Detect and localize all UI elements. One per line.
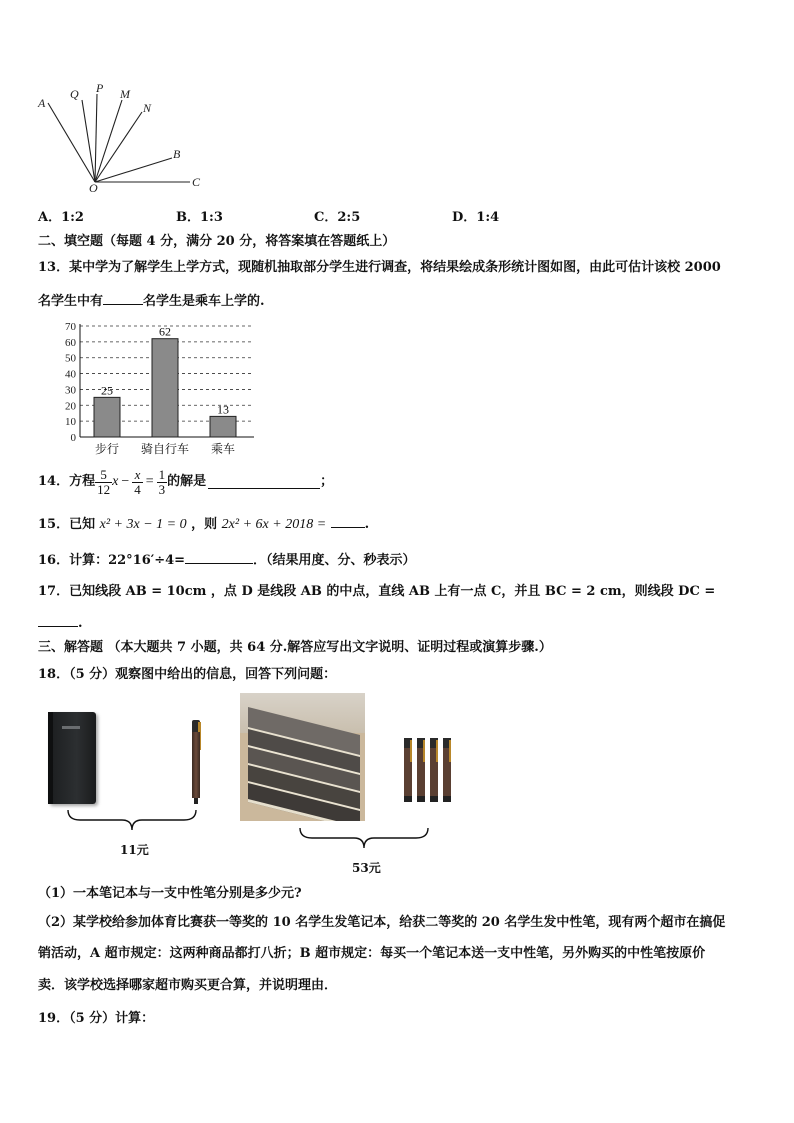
q16 bbox=[38, 551, 416, 569]
brace-2-icon bbox=[298, 826, 430, 854]
bar-value-label: 62 bbox=[159, 324, 171, 339]
y-tick-label: 10 bbox=[65, 416, 76, 429]
q15-answer-blank[interactable] bbox=[331, 515, 365, 528]
bar bbox=[210, 416, 236, 437]
q14-minus: − bbox=[121, 474, 130, 489]
label-A: A bbox=[38, 96, 46, 110]
q14-f3-num: 1 bbox=[158, 466, 166, 482]
pen-5-icon bbox=[443, 738, 451, 802]
label-P: P bbox=[96, 81, 104, 95]
label-B: B bbox=[173, 147, 181, 161]
pen-2-icon bbox=[404, 738, 412, 802]
y-tick-label: 70 bbox=[65, 321, 76, 333]
q14-f3-den: 3 bbox=[158, 481, 166, 497]
q14-f1-num: 5 bbox=[95, 468, 112, 483]
pen-3-icon bbox=[417, 738, 425, 802]
section-2-title: 二、填空题（每题 4 分，满分 20 分，将答案填在答题纸上） bbox=[38, 234, 396, 249]
y-tick-label: 0 bbox=[70, 432, 76, 444]
category-label: 步行 bbox=[94, 442, 120, 456]
q13-line2-before: 名学生中有 bbox=[38, 294, 104, 309]
q14-fraction-3 bbox=[157, 468, 168, 497]
q15-prefix: 15．已知 bbox=[38, 517, 96, 532]
q15-mid: ，则 bbox=[191, 517, 218, 532]
price-2: 53元 bbox=[352, 861, 381, 875]
q14-f1-den: 12 bbox=[97, 481, 111, 497]
pen-body-icon bbox=[192, 732, 200, 798]
label-N: N bbox=[143, 101, 152, 115]
option-b: B．1:3 bbox=[176, 210, 223, 225]
q18-sub2-line3: 卖．该学校选择哪家超市购买更合算，并说明理由． bbox=[38, 978, 338, 993]
ray-OB bbox=[95, 158, 172, 182]
q13-line2 bbox=[38, 292, 265, 310]
q14-f2-num: x bbox=[132, 468, 143, 483]
category-label: 乘车 bbox=[210, 442, 236, 456]
q14-prefix: 14．方程 bbox=[38, 474, 96, 489]
ray-OA bbox=[48, 103, 95, 182]
q14-x: x bbox=[112, 474, 119, 489]
geometry-figure bbox=[30, 78, 220, 196]
ray-ON bbox=[95, 112, 142, 182]
notebook-spine-icon bbox=[48, 712, 53, 804]
y-tick-label: 20 bbox=[65, 400, 76, 413]
q19-title: 19．（5 分）计算： bbox=[38, 1011, 155, 1026]
option-a: A．1:2 bbox=[38, 210, 84, 225]
notebook-emblem-icon bbox=[62, 726, 80, 729]
q18-sub1: （1）一本笔记本与一支中性笔分别是多少元? bbox=[38, 886, 302, 901]
category-label: 骑自行车 bbox=[140, 442, 190, 456]
label-M: M bbox=[120, 87, 130, 101]
q13-line1: 13．某中学为了解学生上学方式，现随机抽取部分学生进行调查，将结果绘成条形统计图如图，由此可估计该校 2000 bbox=[38, 260, 721, 275]
q14-end: ； bbox=[320, 474, 334, 489]
option-c: C．2:5 bbox=[314, 210, 361, 225]
bar-chart bbox=[40, 318, 280, 460]
q17-line2-end: . bbox=[78, 616, 83, 631]
pen-image bbox=[190, 720, 202, 804]
ray-OQ bbox=[82, 100, 95, 182]
y-tick-label: 60 bbox=[65, 336, 76, 349]
q13-line2-after: 名学生是乘车上学的. bbox=[143, 294, 265, 309]
label-O: O bbox=[89, 181, 98, 195]
bar-value-label: 25 bbox=[101, 383, 113, 398]
section-3-title: 三、解答题 （本大题共 7 小题，共 64 分.解答应写出文字说明、证明过程或演算步骤.） bbox=[38, 640, 552, 655]
ray-OP bbox=[95, 94, 97, 182]
label-Q: Q bbox=[70, 87, 79, 101]
q17-line1: 17．已知线段 AB = 10cm ，点 D 是线段 AB 的中点，直线 AB 上有一点 C，并且 BC = 2 cm，则线段 DC = bbox=[38, 584, 716, 599]
q13-answer-blank[interactable] bbox=[103, 292, 143, 305]
q15 bbox=[38, 515, 369, 533]
brace-1-icon bbox=[66, 808, 198, 836]
q16-end: ．（结果用度、分、秒表示） bbox=[253, 553, 416, 568]
option-d: D．1:4 bbox=[452, 210, 500, 225]
q18-sub2-line2: 销活动，A 超市规定：这两种商品都打八折；B 超市规定：每买一个笔记本送一支中性笔，另外购买的中性笔按原价 bbox=[38, 946, 706, 961]
y-tick-label: 30 bbox=[65, 384, 76, 397]
pens-group-image bbox=[404, 738, 454, 804]
q14-f2-den: 4 bbox=[134, 481, 141, 497]
bar-value-label: 13 bbox=[217, 402, 229, 417]
label-C: C bbox=[192, 175, 201, 189]
notebook-image bbox=[48, 712, 96, 804]
q17-answer-blank[interactable] bbox=[38, 614, 78, 627]
notebook-stack-image bbox=[240, 693, 365, 821]
q14-fraction-2 bbox=[132, 468, 143, 497]
pen-tip-icon bbox=[194, 798, 198, 804]
q14-fraction-1 bbox=[95, 468, 112, 497]
q14-equals: = bbox=[145, 474, 154, 489]
q16-text: 16．计算：22°16′÷4= bbox=[38, 553, 186, 568]
bar bbox=[152, 339, 178, 437]
q16-answer-blank[interactable] bbox=[185, 551, 253, 564]
q14 bbox=[38, 464, 333, 500]
y-tick-label: 50 bbox=[65, 352, 76, 365]
bar bbox=[94, 397, 120, 437]
q18-title: 18．（5 分）观察图中给出的信息，回答下列问题： bbox=[38, 667, 337, 682]
q15-end: . bbox=[364, 517, 370, 532]
ray-OM bbox=[95, 100, 122, 182]
y-tick-label: 40 bbox=[65, 368, 76, 381]
q14-suffix: 的解是 bbox=[167, 474, 207, 489]
q17-line2 bbox=[38, 614, 83, 632]
pen-4-icon bbox=[430, 738, 438, 802]
price-1: 11元 bbox=[120, 843, 149, 857]
q14-answer-blank[interactable] bbox=[208, 476, 320, 489]
q15-expr2: 2x² + 6x + 2018 = bbox=[221, 517, 327, 532]
q18-sub2-line1: （2）某学校给参加体育比赛获一等奖的 10 名学生发笔记本，给获二等奖的 20 名学生发中性笔，现有两个超市在搞促 bbox=[38, 915, 726, 930]
q15-expr1: x² + 3x − 1 = 0 bbox=[99, 517, 187, 532]
